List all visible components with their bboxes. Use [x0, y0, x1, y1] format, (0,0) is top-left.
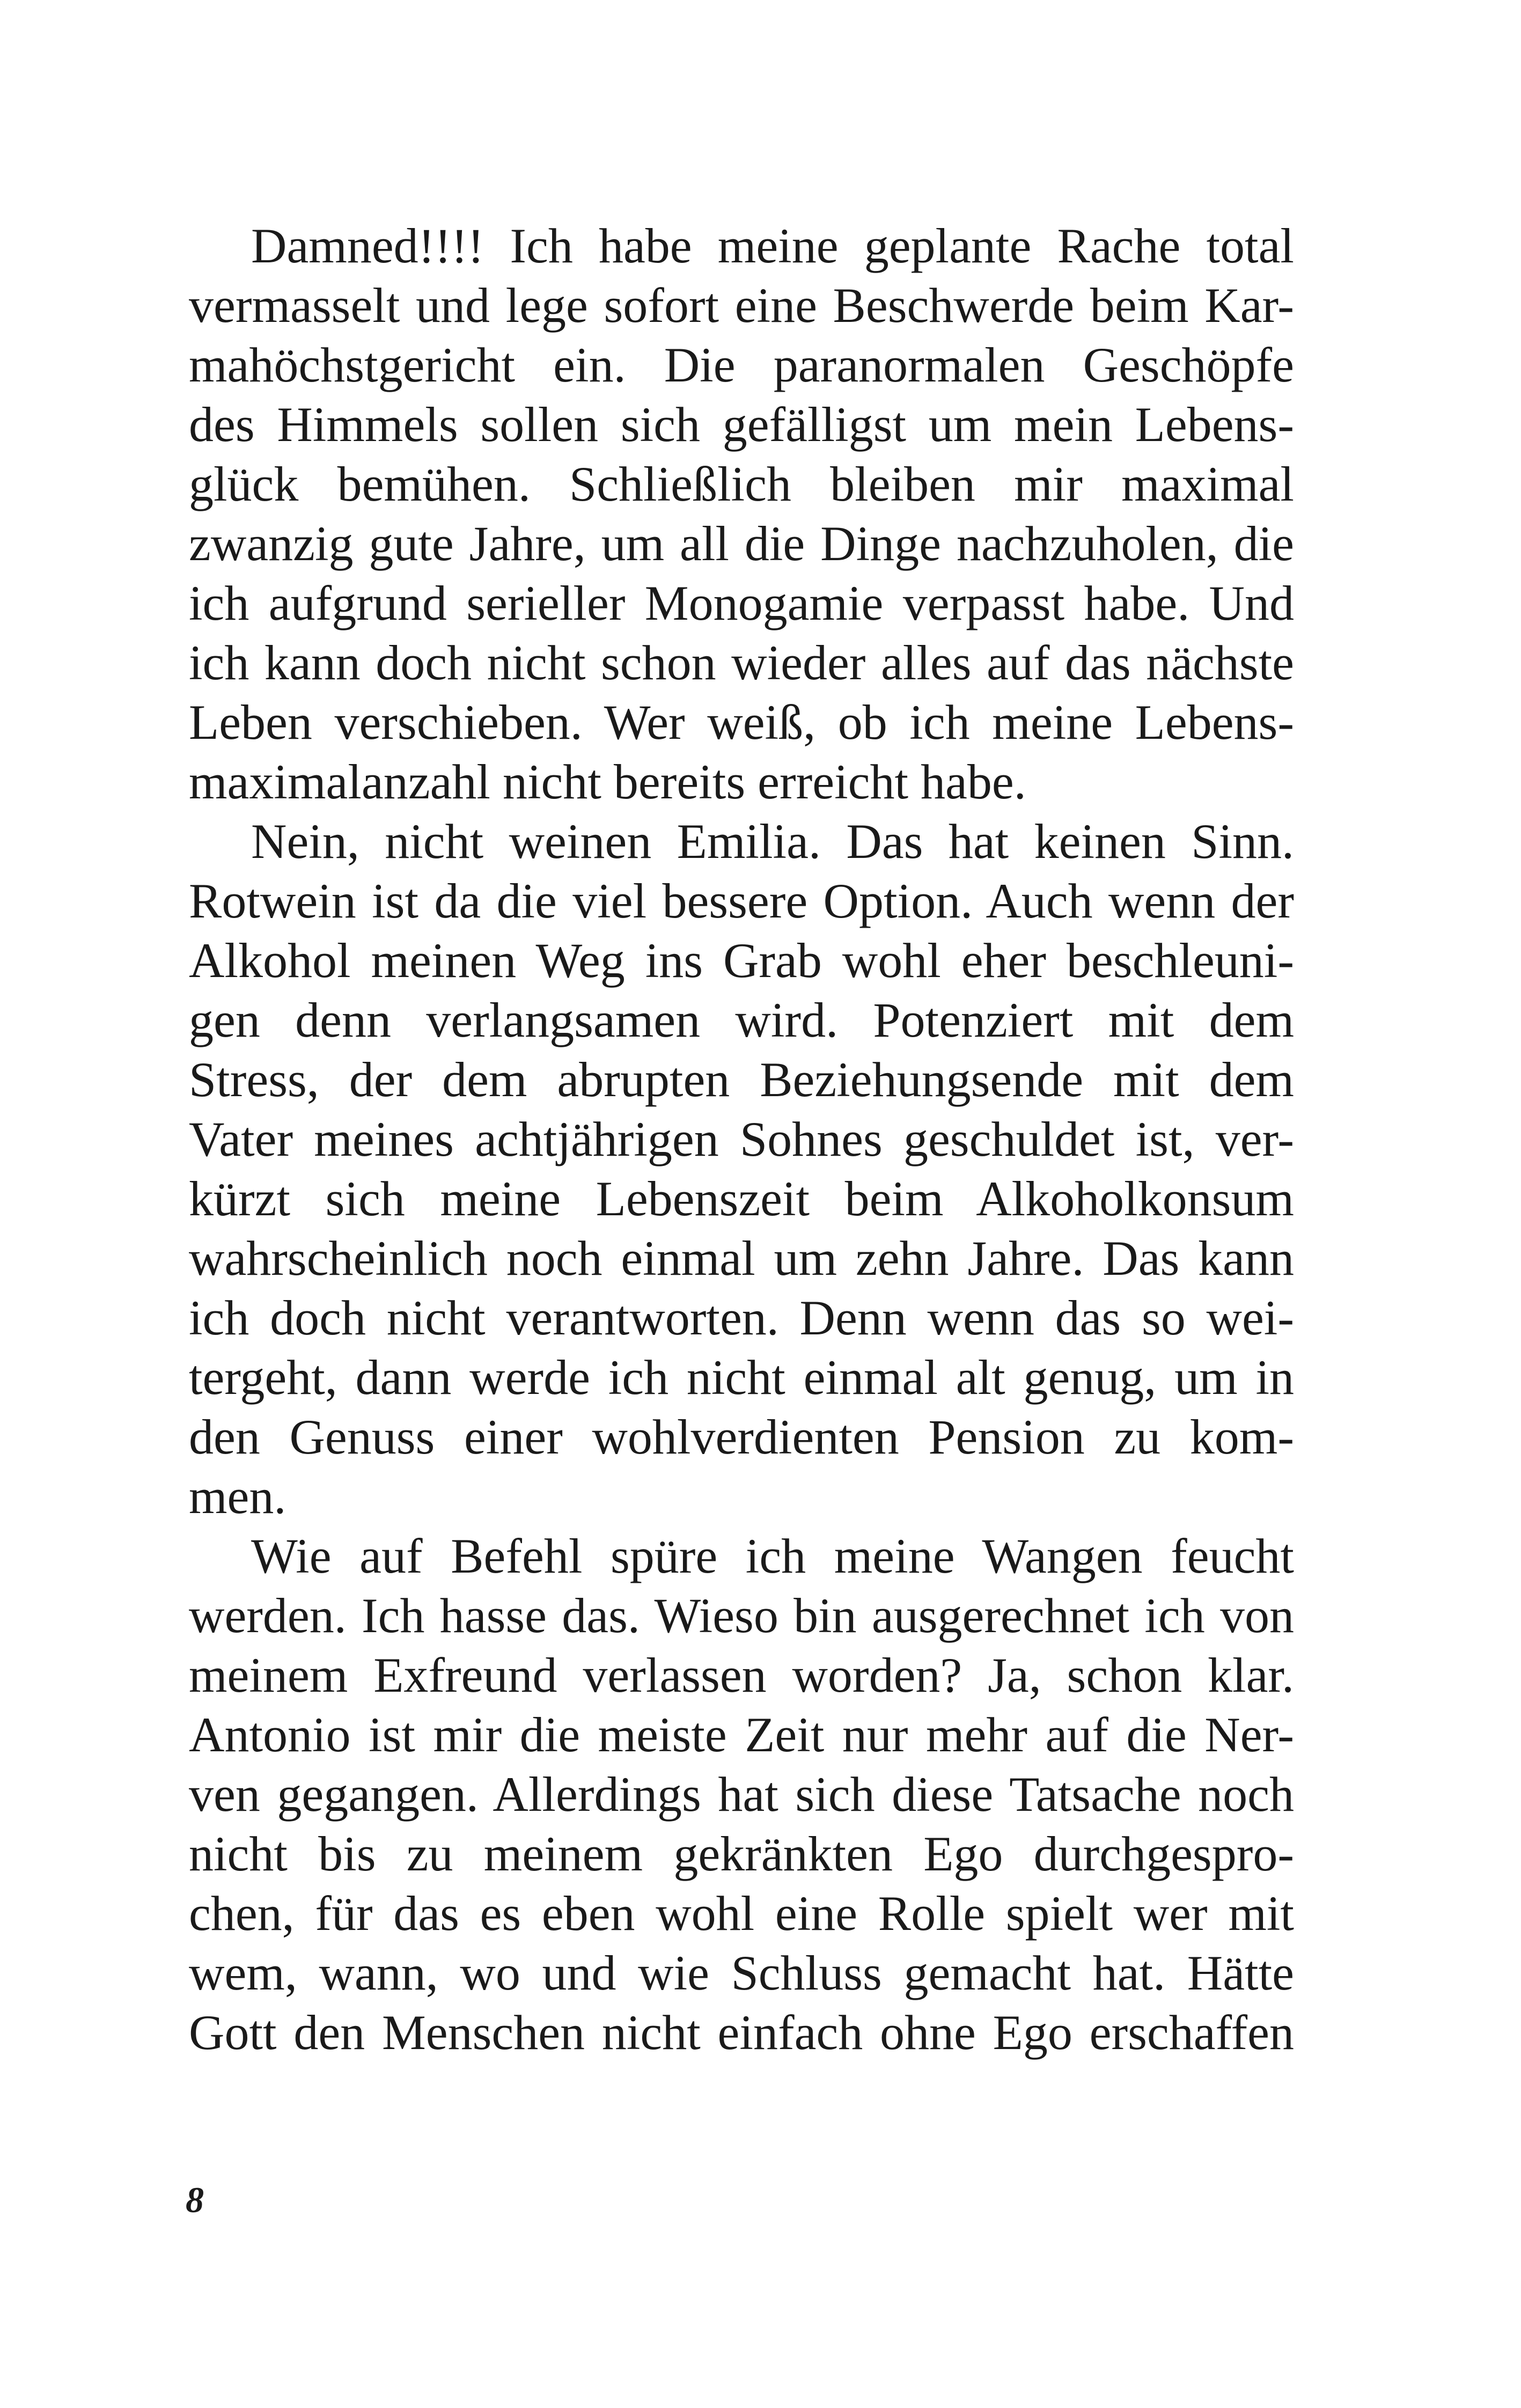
text-line: Antonio ist mir die meiste Zeit nur mehr auf die Ner-: [189, 1707, 1294, 1762]
text-line: wem, wann, wo und wie Schluss gemacht hat. Hätte: [189, 1946, 1294, 2000]
text-line: zwanzig gute Jahre, um all die Dinge nachzuholen, die: [189, 516, 1294, 571]
text-line: Vater meines achtjährigen Sohnes geschuldet ist, ver-: [189, 1112, 1294, 1166]
text-line: Alkohol meinen Weg ins Grab wohl eher beschleuni-: [189, 933, 1294, 988]
page-number: 8: [186, 2179, 204, 2220]
text-line: ich kann doch nicht schon wieder alles auf das nächste: [189, 635, 1294, 690]
text-line: Leben verschieben. Wer weiß, ob ich meine Lebens-: [189, 695, 1294, 750]
text-line: ven gegangen. Allerdings hat sich diese Tatsache noch: [189, 1767, 1294, 1822]
paragraph: [189, 1526, 1294, 2062]
text-line: Rotwein ist da die viel bessere Option. Auch wenn der: [189, 873, 1294, 928]
text-line: Wie auf Befehl spüre ich meine Wangen feucht: [251, 1529, 1294, 1583]
text-line: meinem Exfreund verlassen worden? Ja, schon klar.: [189, 1648, 1294, 1702]
body-text: [189, 216, 1294, 2062]
text-line: den Genuss einer wohlverdienten Pension zu kom-: [189, 1409, 1294, 1464]
text-line: Gott den Menschen nicht einfach ohne Ego erschaffen: [189, 2005, 1294, 2060]
text-line: mahöchstgericht ein. Die paranormalen Geschöpfe: [189, 337, 1294, 392]
text-line: maximalanzahl nicht bereits erreicht habe.: [189, 754, 1026, 809]
text-line: tergeht, dann werde ich nicht einmal alt genug, um in: [189, 1350, 1294, 1405]
paragraph: [189, 216, 1294, 812]
text-line: glück bemühen. Schließlich bleiben mir maximal: [189, 457, 1294, 511]
text-line: nicht bis zu meinem gekränkten Ego durchgespro-: [189, 1826, 1294, 1881]
paragraph: [189, 812, 1294, 1526]
text-line: ich aufgrund serieller Monogamie verpasst habe. Und: [189, 576, 1294, 630]
text-line: werden. Ich hasse das. Wieso bin ausgerechnet ich von: [189, 1588, 1294, 1643]
text-line: des Himmels sollen sich gefälligst um mein Lebens-: [189, 397, 1294, 452]
text-line: kürzt sich meine Lebenszeit beim Alkoholkonsum: [189, 1171, 1294, 1226]
text-line: ich doch nicht verantworten. Denn wenn das so wei-: [189, 1290, 1294, 1345]
text-line: Stress, der dem abrupten Beziehungsende mit dem: [189, 1052, 1294, 1107]
text-line: gen denn verlangsamen wird. Potenziert mit dem: [189, 993, 1294, 1047]
text-line: Nein, nicht weinen Emilia. Das hat keinen Sinn.: [251, 814, 1294, 869]
text-line: chen, für das es eben wohl eine Rolle spielt wer mit: [189, 1886, 1294, 1941]
text-line: men.: [189, 1469, 286, 1524]
text-line: Damned!!!! Ich habe meine geplante Rache total: [251, 218, 1294, 273]
text-line: wahrscheinlich noch einmal um zehn Jahre. Das kann: [189, 1231, 1294, 1286]
text-line: vermasselt und lege sofort eine Beschwerde beim Kar-: [189, 278, 1294, 333]
